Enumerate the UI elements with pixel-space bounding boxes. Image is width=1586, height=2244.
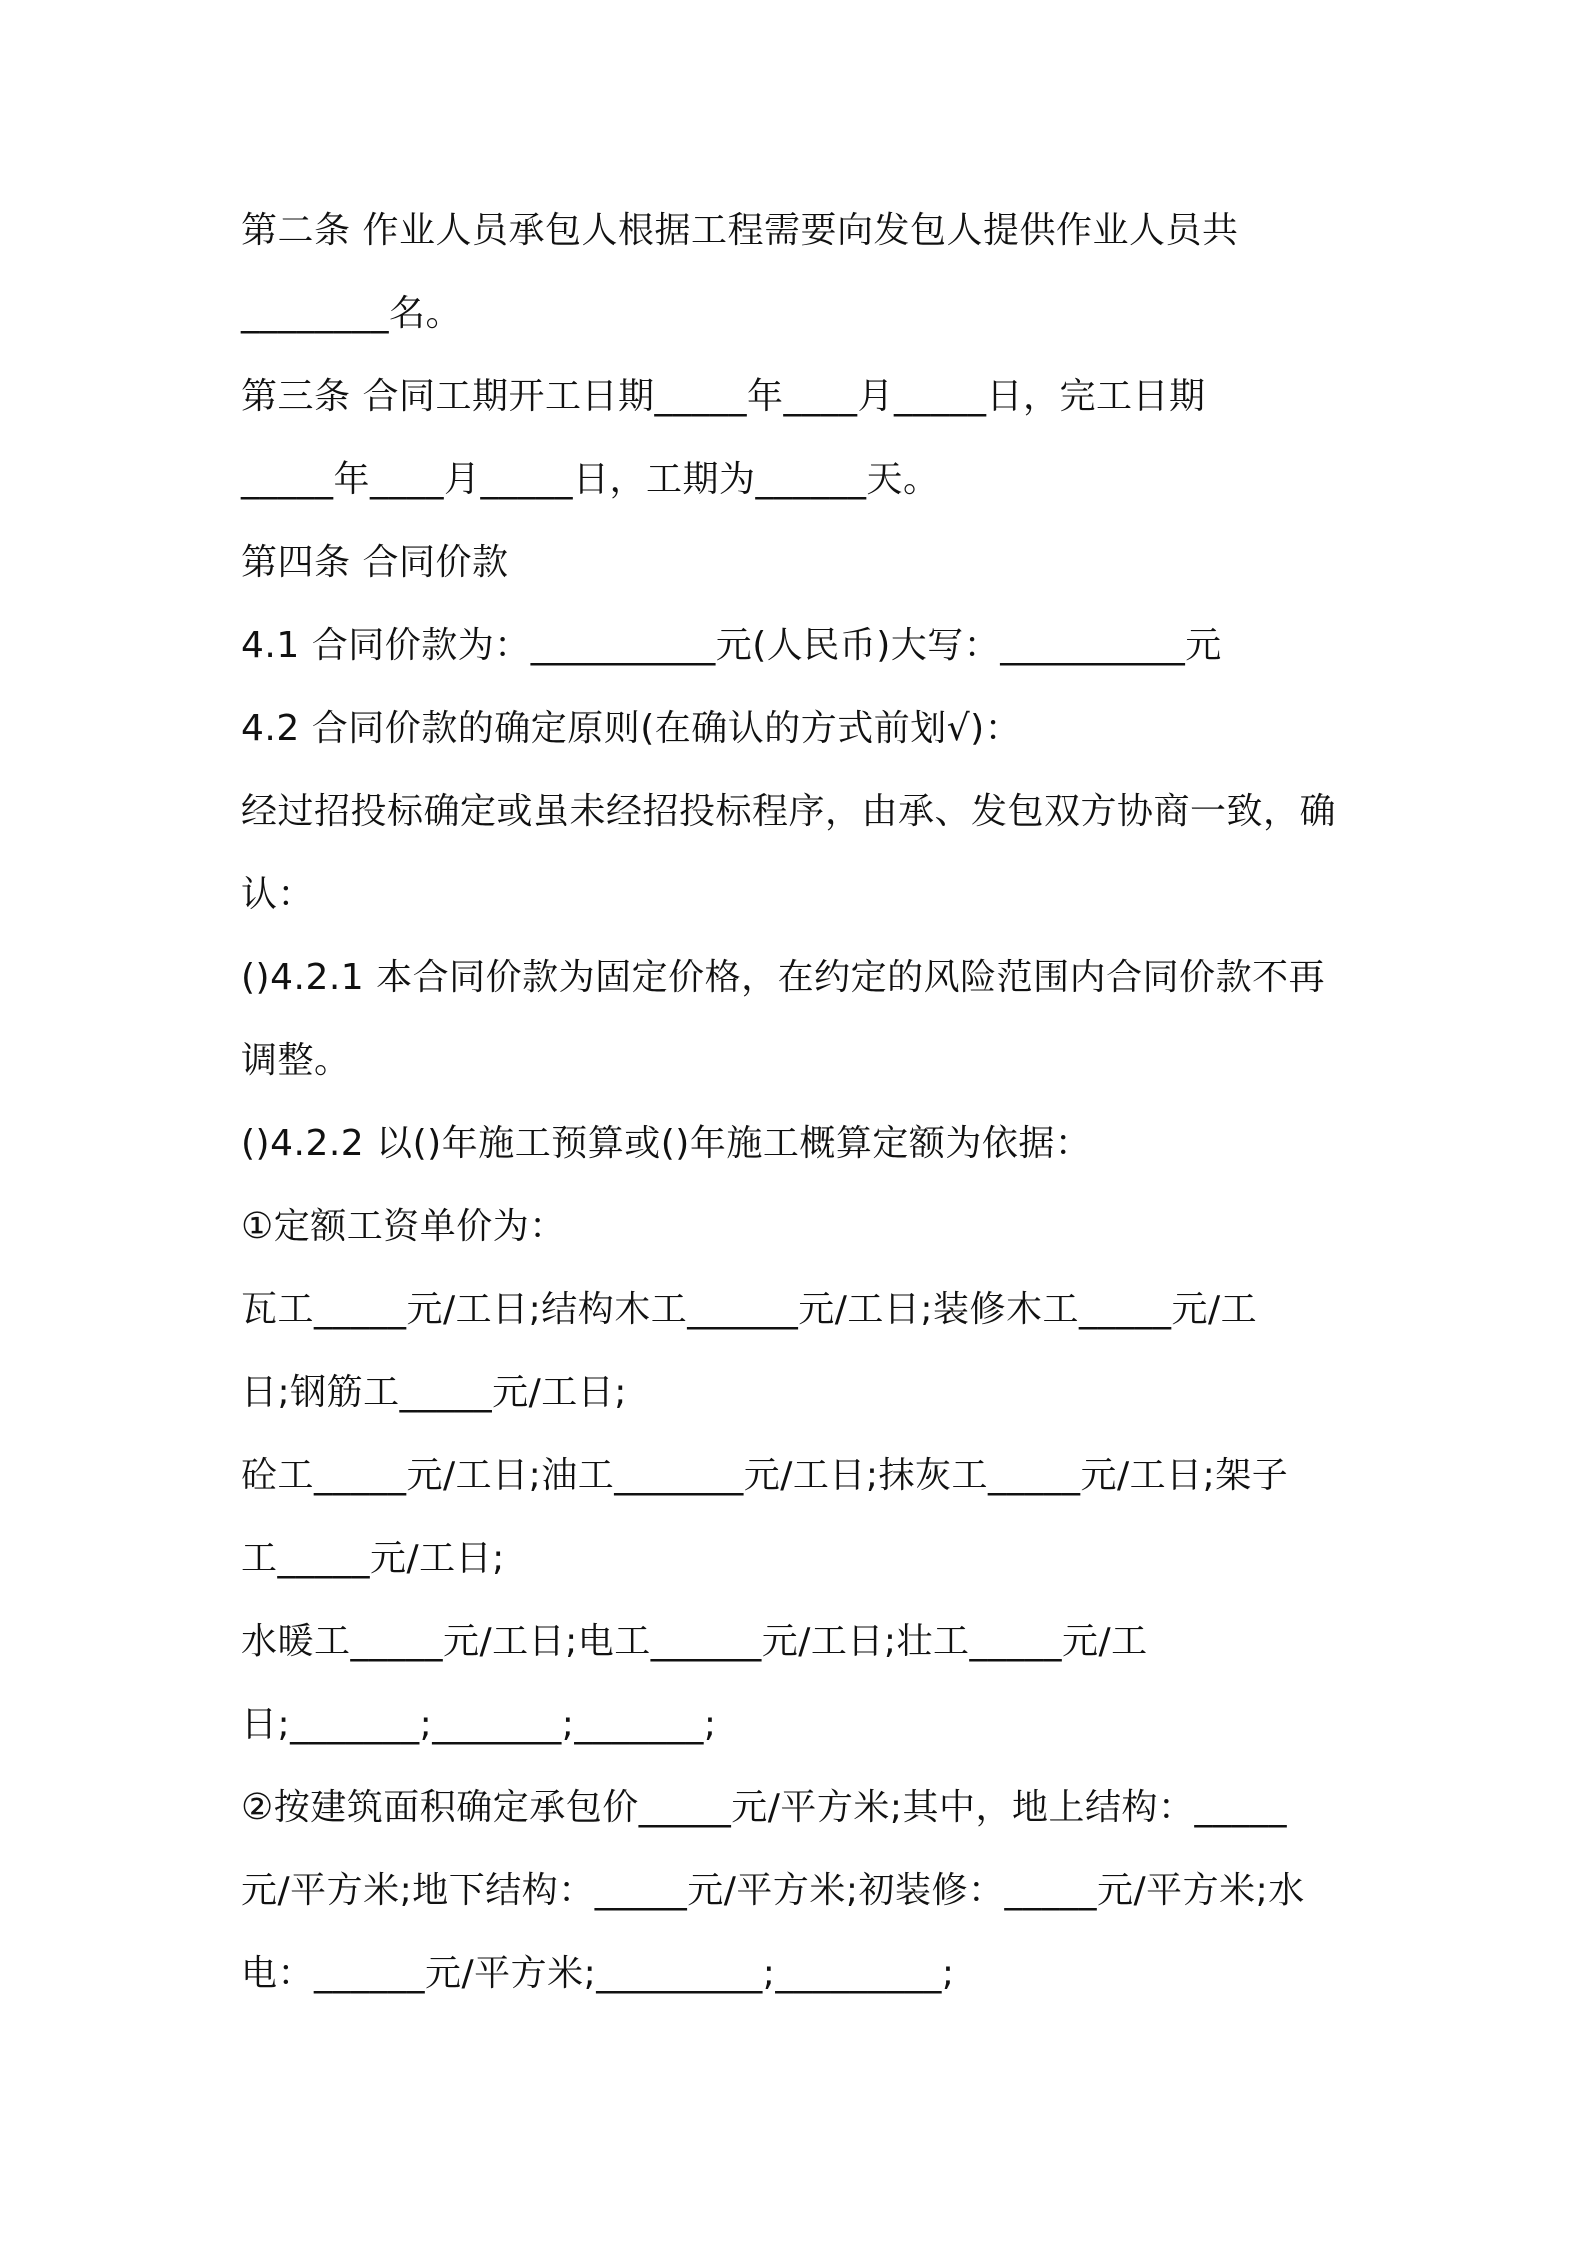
- wage-line-6: 日;_______;_______;_______;: [241, 1704, 717, 1745]
- wage-line-1: 瓦工_____元/工日;结构木工______元/工日;装修木工_____元/工: [241, 1289, 1258, 1330]
- wage-line-2: 日;钢筋工_____元/工日;: [241, 1372, 627, 1413]
- clause-4-2-1-line-1: ()4.2.1 本合同价款为固定价格，在约定的风险范围内合同价款不再: [241, 957, 1326, 998]
- wage-line-3: 砼工_____元/工日;油工_______元/工日;抹灰工_____元/工日;架子: [241, 1455, 1289, 1496]
- article-3-line-1: 第三条 合同工期开工日期_____年____月_____日，完工日期: [241, 376, 1206, 417]
- article-4-heading: 第四条 合同价款: [241, 542, 509, 583]
- clause-4-2-1-line-2: 调整。: [241, 1040, 351, 1081]
- article-3-line-2: _____年____月_____日，工期为______天。: [241, 459, 940, 500]
- article-2-line-1: 第二条 作业人员承包人根据工程需要向发包人提供作业人员共: [241, 210, 1239, 251]
- wage-line-5: 水暖工_____元/工日;电工______元/工日;壮工_____元/工: [241, 1621, 1148, 1662]
- clause-4-2-desc-line-1: 经过招投标确定或虽未经招投标程序，由承、发包双方协商一致，确: [241, 791, 1337, 832]
- clause-4-1: 4.1 合同价款为：__________元(人民币)大写：__________元: [241, 625, 1222, 666]
- area-price-line-3: 电：______元/平方米;_________;_________;: [241, 1953, 955, 1994]
- area-price-line-2: 元/平方米;地下结构：_____元/平方米;初装修：_____元/平方米;水: [241, 1870, 1305, 1911]
- area-price-line-1: ②按建筑面积确定承包价_____元/平方米;其中，地上结构：_____: [241, 1787, 1288, 1828]
- wage-line-4: 工_____元/工日;: [241, 1538, 505, 1579]
- clause-4-2-2: ()4.2.2 以()年施工预算或()年施工概算定额为依据：: [241, 1123, 1092, 1164]
- article-2-line-2: ________名。: [241, 293, 463, 334]
- clause-4-2: 4.2 合同价款的确定原则(在确认的方式前划√)：: [241, 708, 1022, 749]
- wage-unit-price-heading: ①定额工资单价为：: [241, 1206, 566, 1247]
- clause-4-2-desc-line-2: 认：: [241, 874, 315, 915]
